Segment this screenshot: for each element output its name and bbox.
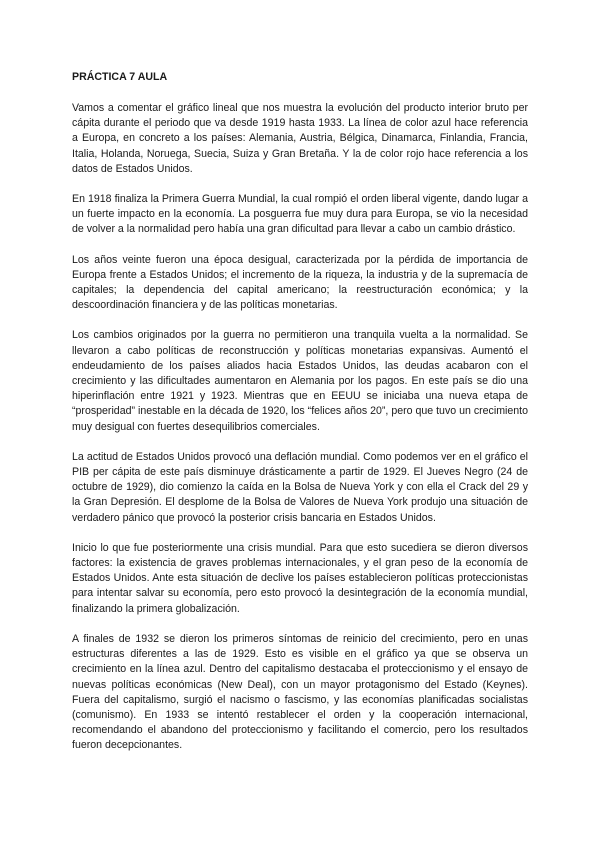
document-title: PRÁCTICA 7 AULA [72,71,168,83]
paragraph-intro: Vamos a comentar el gráfico lineal que nos muestra la evolución del producto interior bruto per cápita durante el periodo que va desde 1919 hasta 1933. La línea de color azul hace referencia a Europa, en concreto a los países: Alemania, Austria, Bélgica, Dinamarca, Finlandia, Francia, Italia, Holanda, Noruega, Suecia, Suiza y Gran Bretaña. Y la de color rojo hace referencia a los datos de Estados Unidos. [72,102,528,175]
document-body [72,70,528,769]
paragraph-world-crisis: Inicio lo que fue posteriormente una crisis mundial. Para que esto sucediera se dieron diversos factores: la existencia de graves problemas internacionales, y el gran peso de la economía de Estados Unidos. Ante esta situación de declive los países establecieron políticas proteccionistas para intentar salvar su economía, pero esto provocó la desintegración de la economía mundial, finalizando la primera globalización. [72,541,528,615]
paragraph-reconstruction: Los cambios originados por la guerra no permitieron una tranquila vuelta a la normalidad. Se llevaron a cabo políticas de reconstrucción y políticas monetarias expansivas. Aumentó el endeudamiento de los países aliados hacia Estados Unidos, las deudas acabaron con el crecimiento y las dificultades aumentaron en Alemania por los pagos. En este país se dio una hiperinflación entre 1921 y 1923. Mientras que en EEUU se iniciaba una nueva etapa de “prosperidad” inestable en la década de 1920, los “felices años 20”, pero que tuvo un crecimiento muy desigual con fuertes desequilibrios comerciales. [72,329,528,433]
paragraph-twenties: Los años veinte fueron una época desigual, caracterizada por la pérdida de importancia de Europa frente a Estados Unidos; el incremento de la riqueza, la industria y de la supremacía de capitales; la dependencia del capital americano; la reestructuración económica; y la descoordinación financiera y de las políticas monetarias. [72,253,528,312]
paragraph-postwar: En 1918 finaliza la Primera Guerra Mundial, la cual rompió el orden liberal vigente, dando lugar a un fuerte impacto en la economía. La posguerra fue muy dura para Europa, se vio la necesidad de volver a la normalidad pero había una gran dificultad para llevar a cabo un cambio drástico. [72,193,528,236]
paragraph-crash: La actitud de Estados Unidos provocó una deflación mundial. Como podemos ver en el gráfico el PIB per cápita de este país disminuye drásticamente a partir de 1929. El Jueves Negro (24 de octubre de 1929), dio comienzo la caída en la Bolsa de Nueva York y con ella el Crack del 29 y la Gran Depresión. El desplome de la Bolsa de Valores de Nueva York produjo una situación de verdadero pánico que provocó la posterior crisis bancaria en Estados Unidos. [72,450,528,524]
paragraph-recovery: A finales de 1932 se dieron los primeros síntomas de reinicio del crecimiento, pero en unas estructuras diferentes a las de 1929. Esto es visible en el gráfico ya que se observa un crecimiento en la línea azul. Dentro del capitalismo destacaba el proteccionismo y el ensayo de nuevas políticas económicas (New Deal), con un mayor protagonismo del Estado (Keynes). Fuera del capitalismo, surgió el nacismo o fascismo, y las economías planificadas socialistas (comunismo). En 1933 se intentó restablecer el orden y la cooperación internacional, recomendando el abandono del proteccionismo y facilitando el comercio, pero los resultados fueron decepcionantes. [72,632,528,752]
